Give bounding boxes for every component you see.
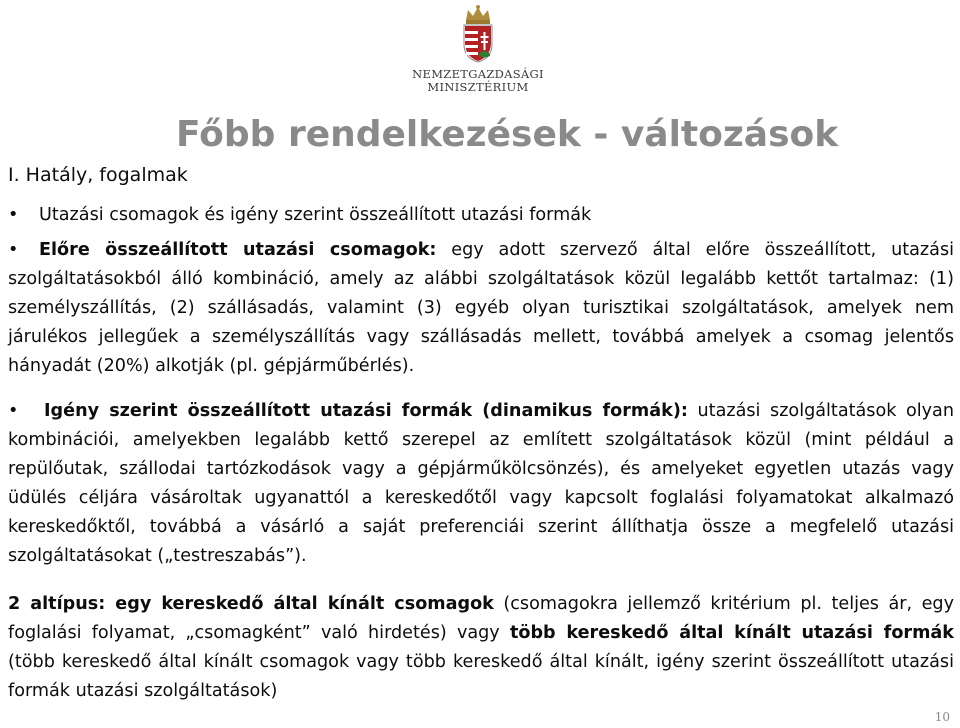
- term-prepackaged: Előre összeállított utazási csomagok:: [39, 240, 437, 260]
- term-dynamic: Igény szerint összeállított utazási formák (dinamikus formák):: [44, 401, 688, 421]
- ministry-logo: [412, 4, 544, 94]
- slide-title: Főbb rendelkezések - változások: [176, 114, 839, 155]
- coat-of-arms-icon: [458, 4, 498, 64]
- definition-dynamic: utazási szolgáltatások olyan kombinációi, amelyekben legalább kettő szerepel az említett szolgáltatások közül (mint például a repülőutak, szállodai tartózkodások vagy a gépjárműkölcsönzés), és amelyeket egyetlen utazás vagy üdülés céljára vásároltak ugyanattól a kereskedőtől vagy kapcsolt foglalási folyamatokat alkalmazó kereskedőktől, továbbá a vásárló a saját preferenciái szerint állíthatja össze a megfelelő utazási szolgáltatásokat („testreszabás”).: [8, 401, 954, 566]
- bullet-icon: •: [8, 401, 19, 421]
- subtype-paragraph: [8, 590, 954, 706]
- bullet-item-2: [8, 236, 954, 381]
- bullet-text: Utazási csomagok és igény szerint összeállított utazási formák: [39, 205, 592, 225]
- bullet-icon: •: [8, 240, 19, 260]
- subtype-text-1: (csomagokra jellemző kritérium pl. teljes ár, egy foglalási folyamat, „csomagként” való hirdetés) vagy: [8, 594, 954, 643]
- subtype-bold-2: több kereskedő által kínált utazási formák: [509, 623, 954, 643]
- bullet-item-1: [8, 201, 954, 230]
- subtype-bold-1: 2 altípus: egy kereskedő által kínált csomagok: [8, 594, 494, 614]
- definition-prepackaged: egy adott szervező által előre összeállított, utazási szolgáltatásokból álló kombináció, amely az alábbi szolgáltatások közül legalább kettőt tartalmaz: (1) személyszállítás, (2) szállásadás, valamint (3) egyéb olyan turisztikai szolgáltatások, amelyek nem járulékos jellegűek a személyszállítás vagy szállásadás mellett, továbbá amelyek a csomag jelentős hányadát (20%) alkotják (pl. gépjárműbérlés).: [8, 240, 954, 376]
- section-heading: I. Hatály, fogalmak: [8, 164, 188, 186]
- subtype-text-2: (több kereskedő által kínált csomagok vagy több kereskedő által kínált, igény szerint összeállított utazási formák utazási szolgáltatások): [8, 652, 954, 701]
- page-number: 10: [934, 710, 950, 724]
- logo-line-1: NEMZETGAZDASÁGI: [412, 67, 544, 81]
- bullet-item-3: [8, 397, 954, 571]
- logo-line-2: MINISZTÉRIUM: [427, 80, 529, 94]
- bullet-icon: •: [8, 205, 19, 225]
